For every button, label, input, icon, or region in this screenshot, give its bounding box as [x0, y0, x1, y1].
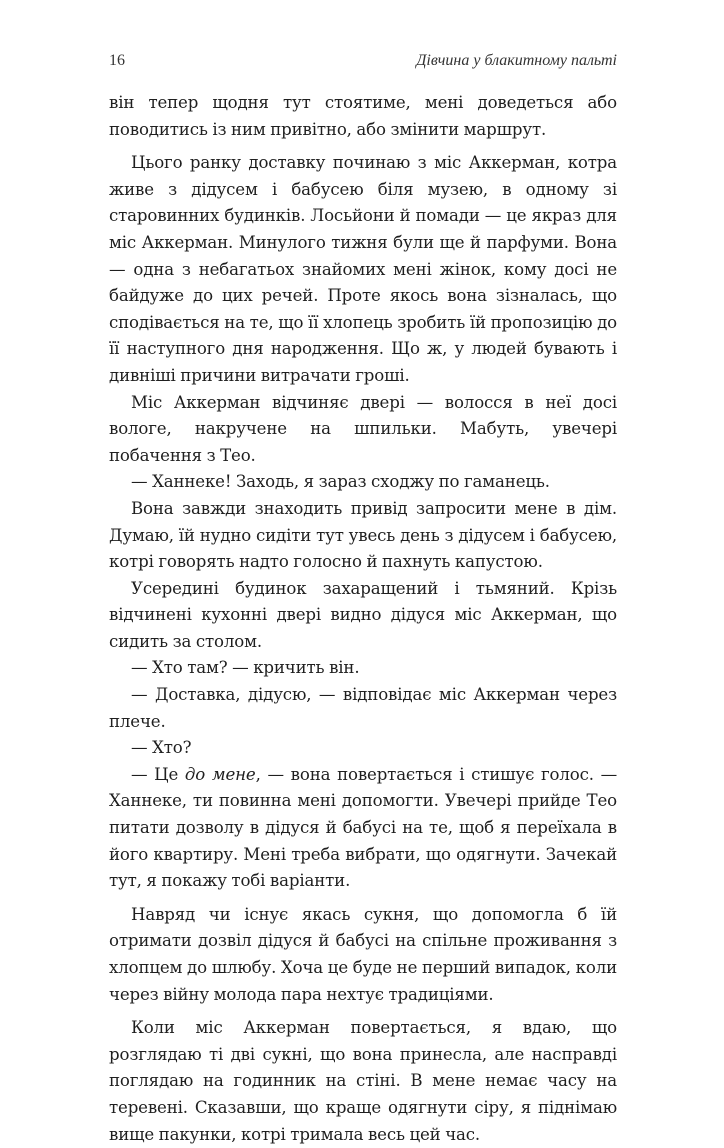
dialogue-line: — Хто там? — кричить він.	[131, 658, 360, 678]
dialogue-text: — Це	[131, 764, 185, 784]
running-head	[109, 52, 617, 74]
dialogue-line: — Хто?	[131, 738, 192, 758]
paragraph: Навряд чи існує якась сукня, що допомогла б їй отримати дозвіл дідуся й бабусі на спільне проживання з хлопцем до шлюбу. Хоча це буде не перший випадок, коли через війну молода пара нехтує традиціями.	[109, 904, 617, 1004]
dialogue-text: , — вона повертається і стишує голос. — Ханнеке, ти повинна мені допомогти. Увечері прийде Тео питати дозволу в дідуся й бабусі на те, щоб я переїхала в його квартиру. Мені треба вибрати, що одягнути. Зачекай тут, я покажу тобі варіанти.	[109, 764, 618, 891]
dialogue-line: — Доставка, дідусю, — відповідає міс Аккерман через плече.	[109, 685, 617, 731]
paragraph: Усередині будинок захаращений і тьмяний. Крізь відчинені кухонні двері видно дідуся міс Аккерман, що сидить за столом.	[109, 578, 617, 651]
paragraph: Вона завжди знаходить привід запросити мене в дім. Думаю, їй нудно сидіти тут увесь день з дідусем і бабусею, котрі говорять надто голосно й пахнуть капустою.	[109, 498, 617, 572]
page-number: 16	[109, 52, 125, 69]
paragraph: Коли міс Аккерман повертається, я вдаю, що розглядаю ті дві сукні, що вона принесла, але насправді поглядаю на годинник на стіні. В мене немає часу на теревені. Сказавши, що краще одягнути сіру, я піднімаю вище пакунки, котрі тримала весь цей час.	[109, 1018, 617, 1144]
book-title: Дівчина у блакитному пальті	[416, 52, 617, 69]
body-text	[109, 90, 617, 1148]
emphasis-text: до мене	[184, 764, 256, 784]
paragraph: Цього ранку доставку починаю з міс Аккерман, котра живе з дідусем і бабусею біля музею, в одному зі старовинних будинків. Лосьйони й помади — це якраз для міс Аккерман. Минулого тижня були ще й парфуми. Вона — одна з небагатьох знайомих мені жінок, кому досі не байдуже до цих речей. Проте якось вона зізналась, що сподівається на те, що її хлопець зробить їй пропозицію до її наступного дня народження. Що ж, у людей бувають і дивніші причини витрачати гроші.	[109, 153, 617, 385]
paragraph: Міс Аккерман відчиняє двері — волосся в неї досі вологе, накручене на шпильки. Мабуть, увечері побачення з Тео.	[109, 392, 617, 465]
dialogue-line: — Ханнеке! Заходь, я зараз сходжу по гаманець.	[131, 472, 550, 492]
paragraph: він тепер щодня тут стоятиме, мені доведеться або поводитись із ним привітно, або змінити маршрут.	[109, 93, 617, 139]
dialogue-paragraph	[109, 762, 617, 895]
